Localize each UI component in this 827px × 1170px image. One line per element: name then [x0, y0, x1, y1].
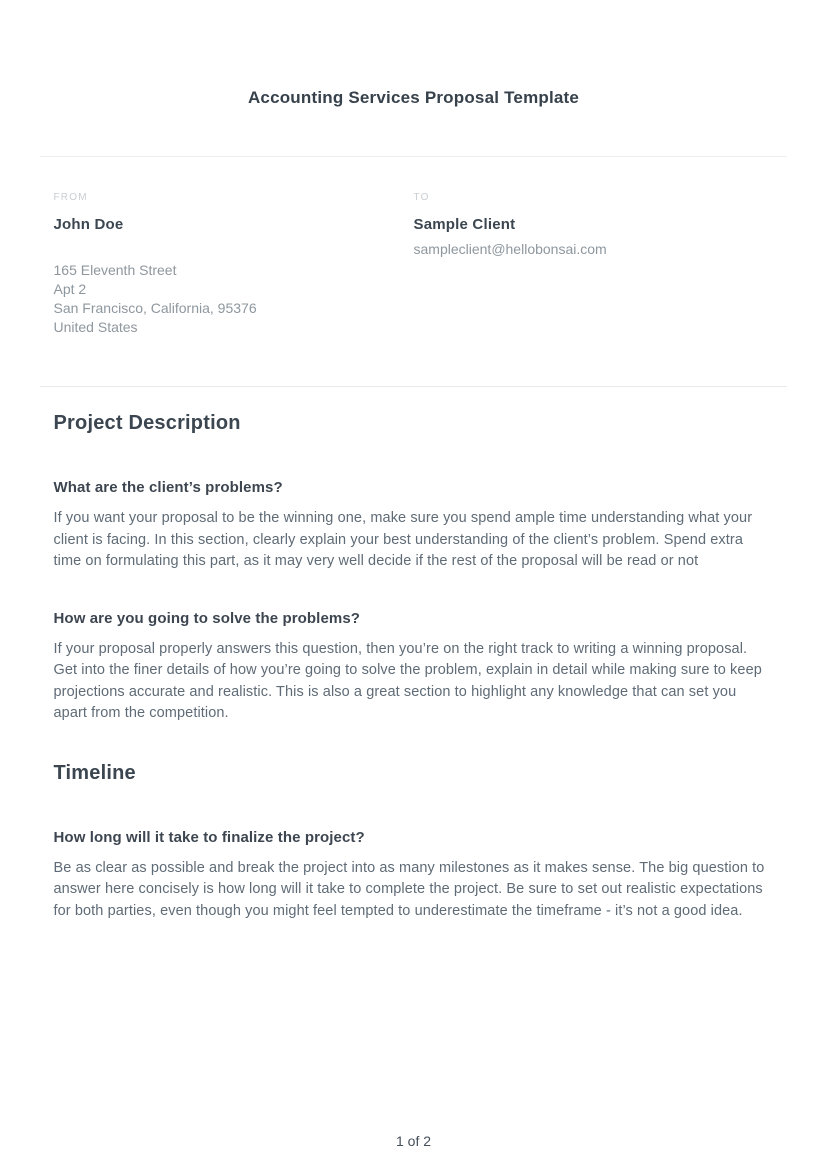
parties-block [54, 192, 774, 337]
subsection-body: If your proposal properly answers this question, then you’re on the right track to writing a winning proposal. Get into the finer details of how you’re going to solve the problem, explain in detail while making sure to keep projections accurate and realistic. This is also a great section to highlight any knowledge that can set you apart from the competition. [53, 640, 762, 721]
address-line: San Francisco, California, 95376 [53, 300, 257, 316]
from-party [54, 192, 414, 337]
page-number: 1 of 2 [395, 1133, 432, 1149]
section-heading: Timeline [53, 761, 136, 784]
divider-top [40, 156, 787, 157]
from-label: FROM [53, 192, 88, 203]
document-title: Accounting Services Proposal Template [247, 88, 580, 107]
subsection-question: How are you going to solve the problems? [53, 609, 361, 627]
to-name: Sample Client [413, 216, 516, 233]
subsection-body: If you want your proposal to be the winning one, make sure you spend ample time understanding what your client is facing. In this section, clearly explain your best understanding of the client’s problem. Spend extra time on formulating this part, as it may very well decide if the rest of the proposal will be read or not [53, 510, 753, 569]
section-project-description [54, 411, 774, 725]
divider-parties [40, 386, 787, 387]
subsection-question: How long will it take to finalize the project? [53, 828, 365, 846]
from-address [54, 261, 414, 337]
subsection-body: Be as clear as possible and break the project into as many milestones as it makes sense. The big question to answer here concisely is how long will it take to complete the project. Be sure to set out realistic expectations for both parties, even though you might feel tempted to underestimate the timeframe - it’s not a good idea. [53, 859, 765, 919]
to-email: sampleclient@hellobonsai.com [413, 241, 607, 257]
subsection-question: What are the client’s problems? [53, 479, 283, 496]
address-line: United States [53, 319, 138, 335]
to-label: TO [413, 192, 430, 203]
to-party [414, 192, 774, 337]
from-name: John Doe [53, 216, 124, 233]
section-timeline [54, 761, 774, 923]
section-heading: Project Description [53, 412, 241, 434]
address-line: 165 Eleventh Street [53, 262, 177, 278]
address-line: Apt 2 [53, 281, 87, 297]
